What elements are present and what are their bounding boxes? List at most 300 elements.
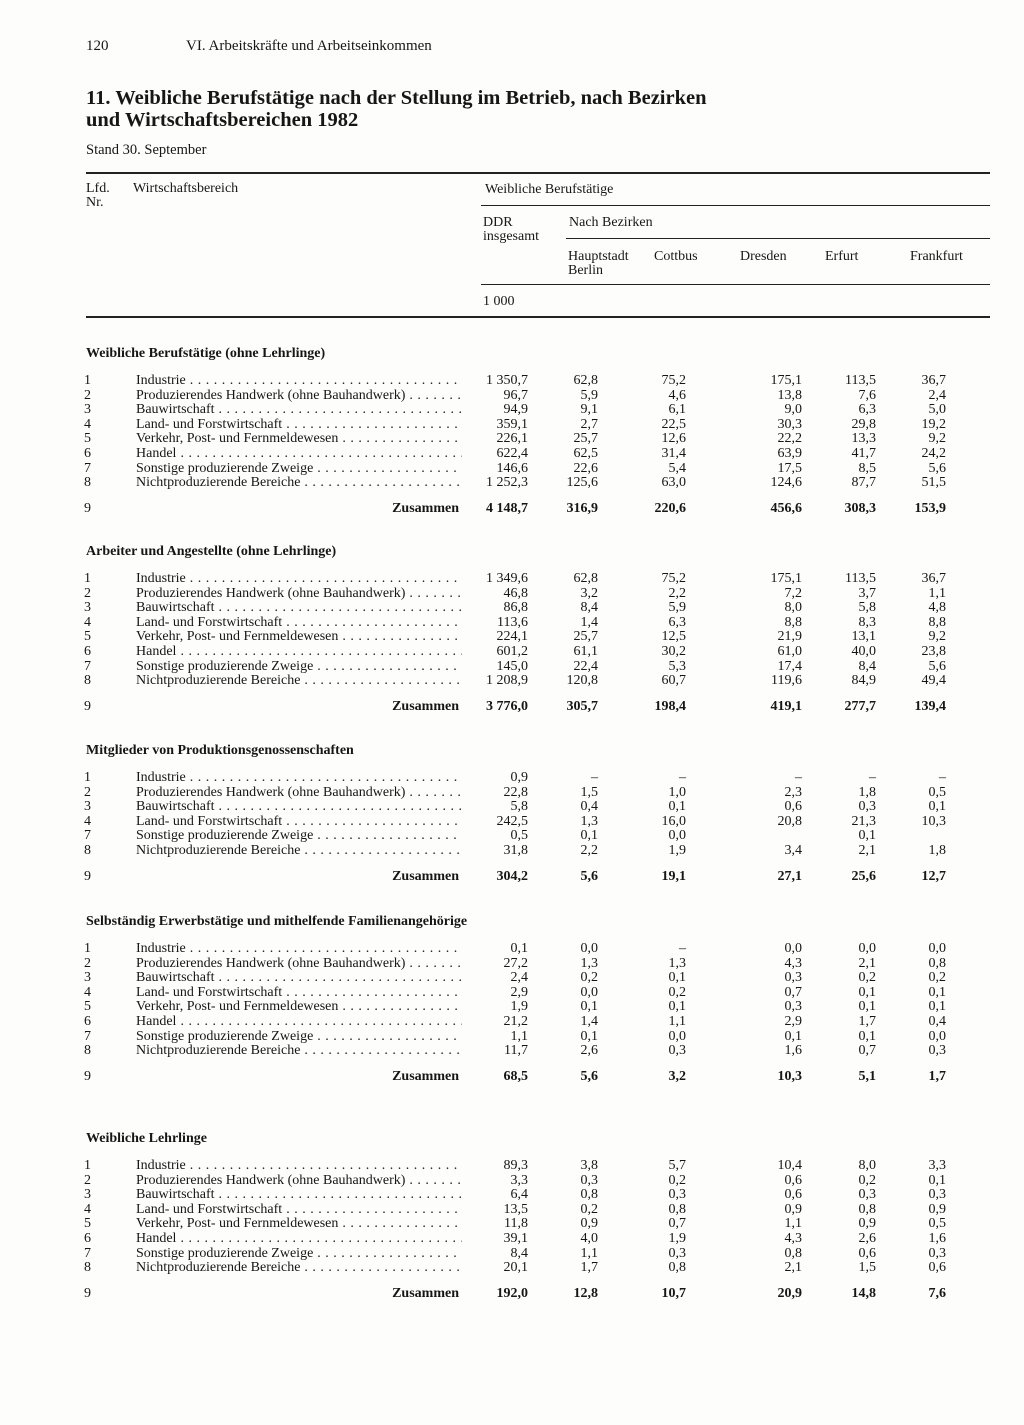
header-lfd-nr (86, 182, 110, 210)
cell-value: 1 252,3 (486, 475, 528, 491)
total-label: Zusammen (392, 1069, 459, 1085)
cell-value: 0,1 (928, 999, 946, 1015)
total-value: 277,7 (844, 699, 876, 715)
table-row (0, 1187, 1024, 1202)
total-row (0, 1286, 1024, 1301)
cell-value: 86,8 (503, 600, 528, 616)
cell-value: 9,2 (928, 431, 946, 447)
cell-value: 0,3 (928, 1043, 946, 1059)
cell-value: 1,0 (668, 784, 686, 800)
cell-value: 0,0 (858, 941, 876, 956)
row-label: Nichtproduzierende Bereiche . . . (136, 843, 462, 858)
cell-value: 146,6 (496, 460, 528, 476)
cell-value: 1,4 (580, 1014, 598, 1029)
table-row (0, 586, 1024, 601)
cell-value: 0,6 (928, 1260, 946, 1276)
cell-value: 2,1 (784, 1260, 802, 1276)
total-label: Zusammen (392, 699, 459, 715)
cell-value: 359,1 (496, 416, 528, 432)
table-row (0, 1260, 1024, 1275)
section-title: Weibliche Lehrlinge (86, 1131, 207, 1146)
cell-value: 0,2 (580, 1201, 598, 1217)
table-row (0, 1158, 1024, 1173)
row-label: Verkehr, Post- und Fernmeldewesen . . . (136, 999, 462, 1014)
cell-value: 0,3 (928, 1187, 946, 1203)
cell-value: 75,2 (661, 571, 686, 586)
table-row (0, 1202, 1024, 1217)
row-label: Bauwirtschaft . . . (136, 402, 462, 417)
row-label: Sonstige produzierende Zweige . . . (136, 461, 462, 476)
cell-value: 1,9 (668, 1231, 686, 1246)
cell-value: 0,1 (668, 999, 686, 1015)
total-value: 308,3 (844, 501, 876, 517)
cell-value: 8,8 (784, 614, 802, 630)
total-value: 304,2 (496, 869, 528, 884)
row-label: Handel . . . (136, 1014, 462, 1029)
cell-value: 1,8 (928, 843, 946, 858)
cell-value: 8,3 (858, 614, 876, 630)
cell-value: 13,3 (851, 431, 876, 447)
cell-value: – (679, 770, 686, 785)
row-number: 8 (84, 843, 91, 858)
cell-value: 20,1 (503, 1260, 528, 1276)
cell-value: 4,3 (784, 1231, 802, 1246)
cell-value: 23,8 (921, 644, 946, 659)
header-dresden: Dresden (740, 249, 787, 264)
cell-value: 3,3 (928, 1158, 946, 1173)
cell-value: 10,4 (777, 1158, 802, 1173)
row-label: Industrie . . . (136, 770, 462, 785)
table-row (0, 629, 1024, 644)
header-top-rule (86, 172, 990, 174)
cell-value: 175,1 (770, 571, 802, 586)
header-insgesamt: insgesamt (483, 229, 539, 244)
row-label: Verkehr, Post- und Fernmeldewesen . . . (136, 1216, 462, 1231)
cell-value: 2,6 (858, 1231, 876, 1246)
cell-value: 29,8 (851, 416, 876, 432)
header-berlin: Berlin (568, 263, 603, 278)
cell-value: 1,6 (784, 1043, 802, 1059)
row-label: Industrie . . . (136, 571, 462, 586)
cell-value: 1,5 (858, 1260, 876, 1276)
row-label: Handel . . . (136, 446, 462, 461)
cell-value: 0,3 (858, 1187, 876, 1203)
cell-value: 49,4 (921, 673, 946, 689)
cell-value: 87,7 (851, 475, 876, 491)
header-hauptstadt-berlin (568, 250, 629, 278)
row-number: 5 (84, 999, 91, 1015)
total-value: 10,7 (661, 1286, 686, 1302)
row-number: 4 (84, 1201, 91, 1217)
cell-value: 1,8 (858, 784, 876, 800)
total-row (0, 699, 1024, 714)
row-label: Nichtproduzierende Bereiche . . . (136, 1260, 462, 1275)
table-row (0, 1043, 1024, 1058)
row-number: 8 (84, 475, 91, 491)
cell-value: 4,3 (784, 955, 802, 971)
cell-value: 5,4 (668, 460, 686, 476)
table-row (0, 571, 1024, 586)
cell-value: 22,8 (503, 784, 528, 800)
reference-date: Stand 30. September (86, 142, 207, 158)
total-value: 12,8 (573, 1286, 598, 1302)
cell-value: 20,8 (777, 813, 802, 829)
cell-value: 1 350,7 (486, 373, 528, 388)
cell-value: 0,6 (784, 1187, 802, 1203)
table-row (0, 828, 1024, 843)
cell-value: 3,3 (510, 1172, 528, 1188)
cell-value: 2,2 (580, 843, 598, 858)
table-row (0, 673, 1024, 688)
table-row (0, 1014, 1024, 1029)
cell-value: 25,7 (573, 629, 598, 645)
cell-value: 8,8 (928, 614, 946, 630)
cell-value: 36,7 (921, 571, 946, 586)
row-label: Produzierendes Handwerk (ohne Bauhandwerk) . . . (136, 586, 462, 601)
cell-value: 1,1 (580, 1245, 598, 1261)
total-value: 19,1 (661, 869, 686, 884)
header-rule-weibliche (481, 205, 990, 206)
cell-value: 11,7 (504, 1043, 528, 1059)
table-row (0, 956, 1024, 971)
cell-value: 0,7 (668, 1216, 686, 1232)
row-number: 3 (84, 402, 91, 418)
cell-value: 96,7 (503, 387, 528, 403)
row-label: Produzierendes Handwerk (ohne Bauhandwerk) . . . (136, 1173, 462, 1188)
header-bottom-rule (86, 316, 990, 318)
total-value: 4 148,7 (486, 501, 528, 517)
cell-value: 30,3 (777, 416, 802, 432)
row-number: 6 (84, 1014, 91, 1029)
cell-value: 1 208,9 (486, 673, 528, 689)
header-weibliche-berufstaetige: Weibliche Berufstätige (485, 182, 614, 197)
table-row (0, 431, 1024, 446)
cell-value: 0,1 (580, 999, 598, 1015)
cell-value: – (679, 941, 686, 956)
total-value: 20,9 (777, 1286, 802, 1302)
cell-value: 2,1 (858, 955, 876, 971)
cell-value: 61,0 (777, 644, 802, 659)
cell-value: 0,9 (858, 1216, 876, 1232)
cell-value: 46,8 (503, 585, 528, 601)
row-number: 6 (84, 644, 91, 659)
table-title-line-1: 11. Weibliche Berufstätige nach der Stellung im Betrieb, nach Bezirken (86, 87, 707, 109)
row-number: 1 (84, 1158, 91, 1173)
cell-value: 75,2 (661, 373, 686, 388)
cell-value: 0,3 (668, 1043, 686, 1059)
row-number: 6 (84, 1231, 91, 1246)
header-ddr-insgesamt (483, 216, 539, 244)
cell-value: 5,3 (668, 658, 686, 674)
cell-value: 0,3 (858, 799, 876, 815)
table-title-line-2: und Wirtschaftsbereichen 1982 (86, 109, 359, 131)
cell-value: – (795, 770, 802, 785)
cell-value: 11,8 (504, 1216, 528, 1232)
cell-value: 226,1 (496, 431, 528, 447)
cell-value: 0,1 (580, 1028, 598, 1044)
row-label: Verkehr, Post- und Fernmeldewesen . . . (136, 629, 462, 644)
cell-value: 6,3 (668, 614, 686, 630)
row-label: Nichtproduzierende Bereiche . . . (136, 1043, 462, 1058)
total-value: 419,1 (770, 699, 802, 715)
cell-value: 31,4 (661, 446, 686, 461)
cell-value: 21,2 (503, 1014, 528, 1029)
row-number: 2 (84, 585, 91, 601)
cell-value: 1,9 (668, 843, 686, 858)
cell-value: 8,4 (858, 658, 876, 674)
cell-value: 1,7 (580, 1260, 598, 1276)
row-number: 1 (84, 770, 91, 785)
total-value: 14,8 (851, 1286, 876, 1302)
row-label: Land- und Forstwirtschaft . . . (136, 814, 462, 829)
row-number: 4 (84, 614, 91, 630)
total-row (0, 501, 1024, 516)
cell-value: 5,0 (928, 402, 946, 418)
table-row (0, 659, 1024, 674)
cell-value: 5,6 (928, 460, 946, 476)
row-label: Sonstige produzierende Zweige . . . (136, 659, 462, 674)
cell-value: 0,3 (928, 1245, 946, 1261)
cell-value: 22,2 (777, 431, 802, 447)
cell-value: 0,3 (784, 970, 802, 986)
cell-value: 1,6 (928, 1231, 946, 1246)
row-label: Nichtproduzierende Bereiche . . . (136, 475, 462, 490)
row-label: Land- und Forstwirtschaft . . . (136, 417, 462, 432)
total-value: 5,6 (580, 869, 598, 884)
section-title: Selbständig Erwerbstätige und mithelfende Familienangehörige (86, 914, 468, 929)
table-row (0, 615, 1024, 630)
total-value: 27,1 (777, 869, 802, 884)
row-label: Industrie . . . (136, 373, 462, 388)
total-label: Zusammen (392, 501, 459, 517)
header-frankfurt: Frankfurt (910, 249, 963, 264)
cell-value: 120,8 (566, 673, 598, 689)
cell-value: 2,7 (580, 416, 598, 432)
cell-value: 2,9 (510, 984, 528, 1000)
row-number: 9 (84, 869, 91, 884)
cell-value: 113,5 (845, 373, 876, 388)
table-row (0, 644, 1024, 659)
cell-value: 5,9 (668, 600, 686, 616)
cell-value: 0,6 (784, 1172, 802, 1188)
cell-value: 51,5 (921, 475, 946, 491)
total-value: 68,5 (503, 1069, 528, 1085)
total-row (0, 1069, 1024, 1084)
section-title: Weibliche Berufstätige (ohne Lehrlinge) (86, 346, 326, 361)
cell-value: 0,4 (928, 1014, 946, 1029)
cell-value: 0,3 (668, 1245, 686, 1261)
section-title: Arbeiter und Angestellte (ohne Lehrlinge) (86, 544, 337, 559)
cell-value: 41,7 (851, 446, 876, 461)
cell-value: 4,0 (580, 1231, 598, 1246)
header-wirtschaftsbereich: Wirtschaftsbereich (133, 181, 239, 196)
cell-value: 0,9 (580, 1216, 598, 1232)
cell-value: 0,1 (928, 1172, 946, 1188)
row-label: Sonstige produzierende Zweige . . . (136, 1029, 462, 1044)
cell-value: 1,1 (668, 1014, 686, 1029)
cell-value: 1,3 (668, 955, 686, 971)
row-number: 7 (84, 828, 91, 844)
table-row (0, 446, 1024, 461)
cell-value: 6,3 (858, 402, 876, 418)
row-number: 2 (84, 955, 91, 971)
cell-value: 17,4 (777, 658, 802, 674)
cell-value: 62,5 (573, 446, 598, 461)
row-label: Verkehr, Post- und Fernmeldewesen . . . (136, 431, 462, 446)
row-label: Sonstige produzierende Zweige . . . (136, 1246, 462, 1261)
row-label: Land- und Forstwirtschaft . . . (136, 615, 462, 630)
cell-value: 0,1 (580, 828, 598, 844)
cell-value: 17,5 (777, 460, 802, 476)
table-row (0, 417, 1024, 432)
cell-value: 5,8 (858, 600, 876, 616)
row-number: 2 (84, 1172, 91, 1188)
cell-value: 0,3 (580, 1172, 598, 1188)
table-row (0, 799, 1024, 814)
total-value: 316,9 (566, 501, 598, 517)
cell-value: 0,1 (858, 828, 876, 844)
cell-value: – (591, 770, 598, 785)
total-value: 12,7 (921, 869, 946, 884)
total-value: 5,6 (580, 1069, 598, 1085)
cell-value: 63,9 (777, 446, 802, 461)
cell-value: 0,0 (784, 941, 802, 956)
cell-value: 0,2 (858, 1172, 876, 1188)
cell-value: 0,1 (784, 1028, 802, 1044)
cell-value: 0,2 (928, 970, 946, 986)
row-number: 3 (84, 799, 91, 815)
table-row (0, 985, 1024, 1000)
cell-value: 4,6 (668, 387, 686, 403)
cell-value: 0,4 (580, 799, 598, 815)
row-number: 8 (84, 673, 91, 689)
cell-value: 0,8 (784, 1245, 802, 1261)
cell-value: 1,3 (580, 955, 598, 971)
row-number: 3 (84, 970, 91, 986)
total-label: Zusammen (392, 869, 459, 884)
cell-value: 0,1 (928, 799, 946, 815)
total-value: 3 776,0 (486, 699, 528, 715)
cell-value: 1,5 (580, 784, 598, 800)
cell-value: 8,5 (858, 460, 876, 476)
total-value: 25,6 (851, 869, 876, 884)
row-label: Handel . . . (136, 1231, 462, 1246)
cell-value: 0,5 (928, 784, 946, 800)
page-number: 120 (86, 38, 109, 54)
cell-value: 601,2 (496, 644, 528, 659)
cell-value: 8,4 (580, 600, 598, 616)
row-number: 9 (84, 501, 91, 517)
row-number: 9 (84, 1286, 91, 1302)
table-row (0, 941, 1024, 956)
table-row (0, 600, 1024, 615)
cell-value: 1,1 (784, 1216, 802, 1232)
row-label: Produzierendes Handwerk (ohne Bauhandwerk) . . . (136, 785, 462, 800)
cell-value: 0,1 (858, 984, 876, 1000)
cell-value: 0,0 (580, 984, 598, 1000)
row-label: Handel . . . (136, 644, 462, 659)
cell-value: 1 349,6 (486, 571, 528, 586)
section-title: Mitglieder von Produktionsgenossenschaften (86, 743, 354, 758)
cell-value: 13,1 (851, 629, 876, 645)
table-row (0, 1246, 1024, 1261)
row-number: 3 (84, 1187, 91, 1203)
row-label: Sonstige produzierende Zweige . . . (136, 828, 462, 843)
row-number: 7 (84, 658, 91, 674)
row-label: Produzierendes Handwerk (ohne Bauhandwerk) . . . (136, 956, 462, 971)
cell-value: – (939, 770, 946, 785)
row-number: 2 (84, 387, 91, 403)
row-label: Produzierendes Handwerk (ohne Bauhandwerk) . . . (136, 388, 462, 403)
cell-value: 62,8 (573, 571, 598, 586)
row-label: Industrie . . . (136, 941, 462, 956)
cell-value: 0,3 (784, 999, 802, 1015)
table-row (0, 785, 1024, 800)
cell-value: 2,1 (858, 843, 876, 858)
cell-value: 0,8 (668, 1260, 686, 1276)
cell-value: 0,6 (784, 799, 802, 815)
cell-value: 0,2 (580, 970, 598, 986)
row-number: 5 (84, 1216, 91, 1232)
total-value: 139,4 (914, 699, 946, 715)
cell-value: 62,8 (573, 373, 598, 388)
cell-value: 0,0 (668, 828, 686, 844)
running-head (86, 38, 432, 55)
cell-value: 36,7 (921, 373, 946, 388)
cell-value: 175,1 (770, 373, 802, 388)
cell-value: 145,0 (496, 658, 528, 674)
total-value: 220,6 (654, 501, 686, 517)
row-number: 6 (84, 446, 91, 461)
table-row (0, 970, 1024, 985)
cell-value: 0,1 (668, 799, 686, 815)
cell-value: 22,5 (661, 416, 686, 432)
cell-value: 22,4 (573, 658, 598, 674)
cell-value: 12,5 (661, 629, 686, 645)
cell-value: 3,4 (784, 843, 802, 858)
row-label: Land- und Forstwirtschaft . . . (136, 1202, 462, 1217)
cell-value: 0,0 (928, 941, 946, 956)
header-nr: Nr. (86, 195, 104, 210)
cell-value: 1,9 (510, 999, 528, 1015)
row-number: 4 (84, 984, 91, 1000)
row-number: 2 (84, 784, 91, 800)
cell-value: 622,4 (496, 446, 528, 461)
cell-value: 0,7 (784, 984, 802, 1000)
row-number: 1 (84, 373, 91, 388)
cell-value: 8,0 (784, 600, 802, 616)
cell-value: 5,9 (580, 387, 598, 403)
cell-value: 6,4 (510, 1187, 528, 1203)
cell-value: 1,3 (580, 813, 598, 829)
cell-value: 113,5 (845, 571, 876, 586)
cell-value: 0,5 (928, 1216, 946, 1232)
table-row (0, 1173, 1024, 1188)
row-number: 8 (84, 1260, 91, 1276)
cell-value: 19,2 (921, 416, 946, 432)
cell-value: 0,8 (668, 1201, 686, 1217)
row-number: 3 (84, 600, 91, 616)
table-title (86, 87, 707, 131)
cell-value: 10,3 (921, 813, 946, 829)
table-row (0, 1029, 1024, 1044)
cell-value: 0,2 (668, 1172, 686, 1188)
total-value: 305,7 (566, 699, 598, 715)
cell-value: 31,8 (503, 843, 528, 858)
cell-value: 9,0 (784, 402, 802, 418)
total-value: 5,1 (858, 1069, 876, 1085)
cell-value: 0,1 (858, 1028, 876, 1044)
